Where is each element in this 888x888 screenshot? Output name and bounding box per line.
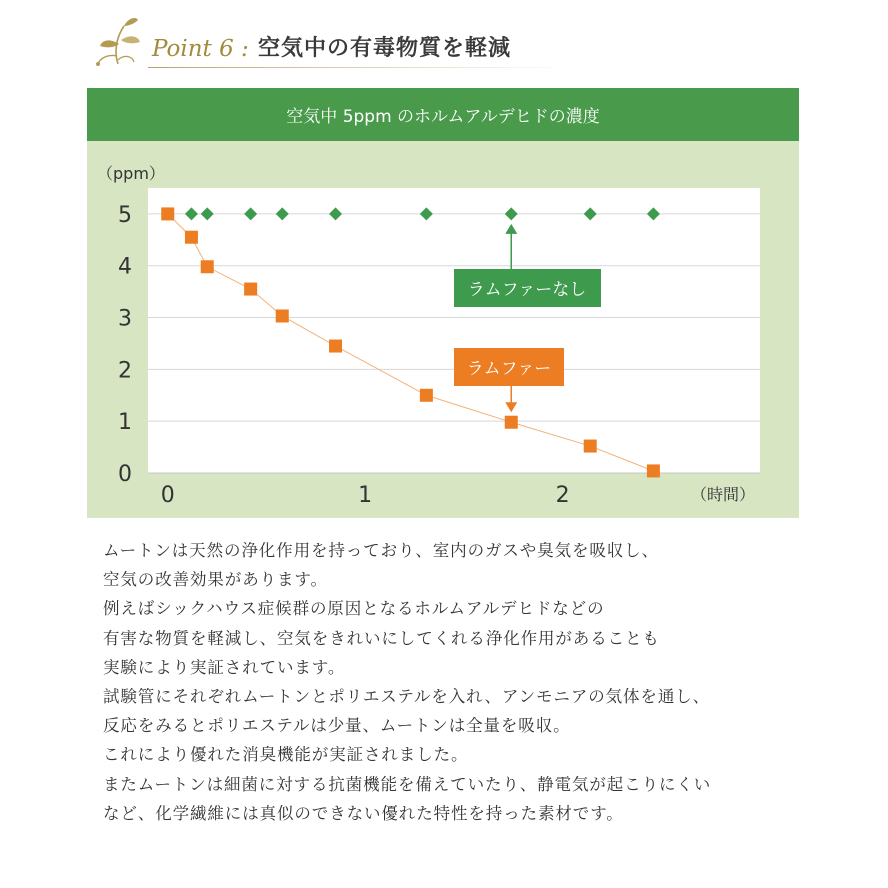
page-title: 空気中の有毒物質を軽減	[258, 35, 512, 61]
y-tick-label: 4	[118, 254, 132, 280]
data-point-square	[161, 207, 174, 220]
callout-label: ラムファーなし	[467, 280, 587, 300]
point-label: Point 6 :	[152, 36, 249, 62]
body-line: など、化学繊維には真似のできない優れた特性を持った素材です。	[103, 803, 624, 823]
body-line: ムートンは天然の浄化作用を持っており、室内のガスや臭気を吸収し、	[103, 541, 659, 560]
x-tick-label: 1	[358, 483, 373, 508]
section-header	[88, 14, 588, 70]
x-tick-label: 0	[160, 483, 175, 508]
header-divider	[148, 67, 568, 68]
x-axis-label: （時間）	[691, 485, 756, 504]
data-point-square	[505, 416, 518, 429]
body-line: これにより優れた消臭機能が実証されました。	[103, 745, 469, 765]
data-point-square	[584, 440, 597, 453]
data-point-square	[244, 283, 257, 296]
body-line: 例えばシックハウス症候群の原因となるホルムアルデヒドなどの	[103, 599, 605, 619]
body-line: 空気の改善効果があります。	[103, 570, 328, 590]
data-point-square	[185, 231, 198, 244]
chart-plot	[87, 88, 799, 518]
data-point-square	[647, 464, 660, 477]
y-axis-label: （ppm）	[97, 164, 165, 183]
body-line: 反応をみるとポリエステルは少量、ムートンは全量を吸収。	[103, 716, 571, 736]
data-point-square	[276, 309, 289, 322]
chart-title: 空気中 5ppm のホルムアルデヒドの濃度	[87, 88, 799, 141]
data-point-square	[420, 389, 433, 402]
data-point-square	[201, 260, 214, 273]
data-point-square	[329, 340, 342, 353]
y-tick-label: 3	[118, 306, 132, 332]
x-tick-label: 2	[555, 483, 570, 508]
y-tick-label: 1	[118, 410, 132, 436]
leaf-ornament-icon	[88, 14, 152, 70]
plot-area	[148, 188, 760, 473]
y-tick-label: 2	[118, 358, 132, 384]
body-line: またムートンは細菌に対する抗菌機能を備えていたり、静電気が起こりにくい	[103, 774, 712, 794]
body-text	[103, 536, 863, 828]
body-line: 実験により実証されています。	[103, 657, 346, 677]
callout-label: ラムファー	[466, 359, 552, 379]
y-tick-label: 5	[118, 202, 132, 228]
y-tick-label: 0	[118, 462, 132, 487]
body-line: 試験管にそれぞれムートンとポリエステルを入れ、アンモニアの気体を通し、	[103, 687, 711, 707]
body-line: 有害な物質を軽減し、空気をきれいにしてくれる浄化作用があることも	[103, 628, 660, 648]
chart-panel	[87, 88, 799, 518]
